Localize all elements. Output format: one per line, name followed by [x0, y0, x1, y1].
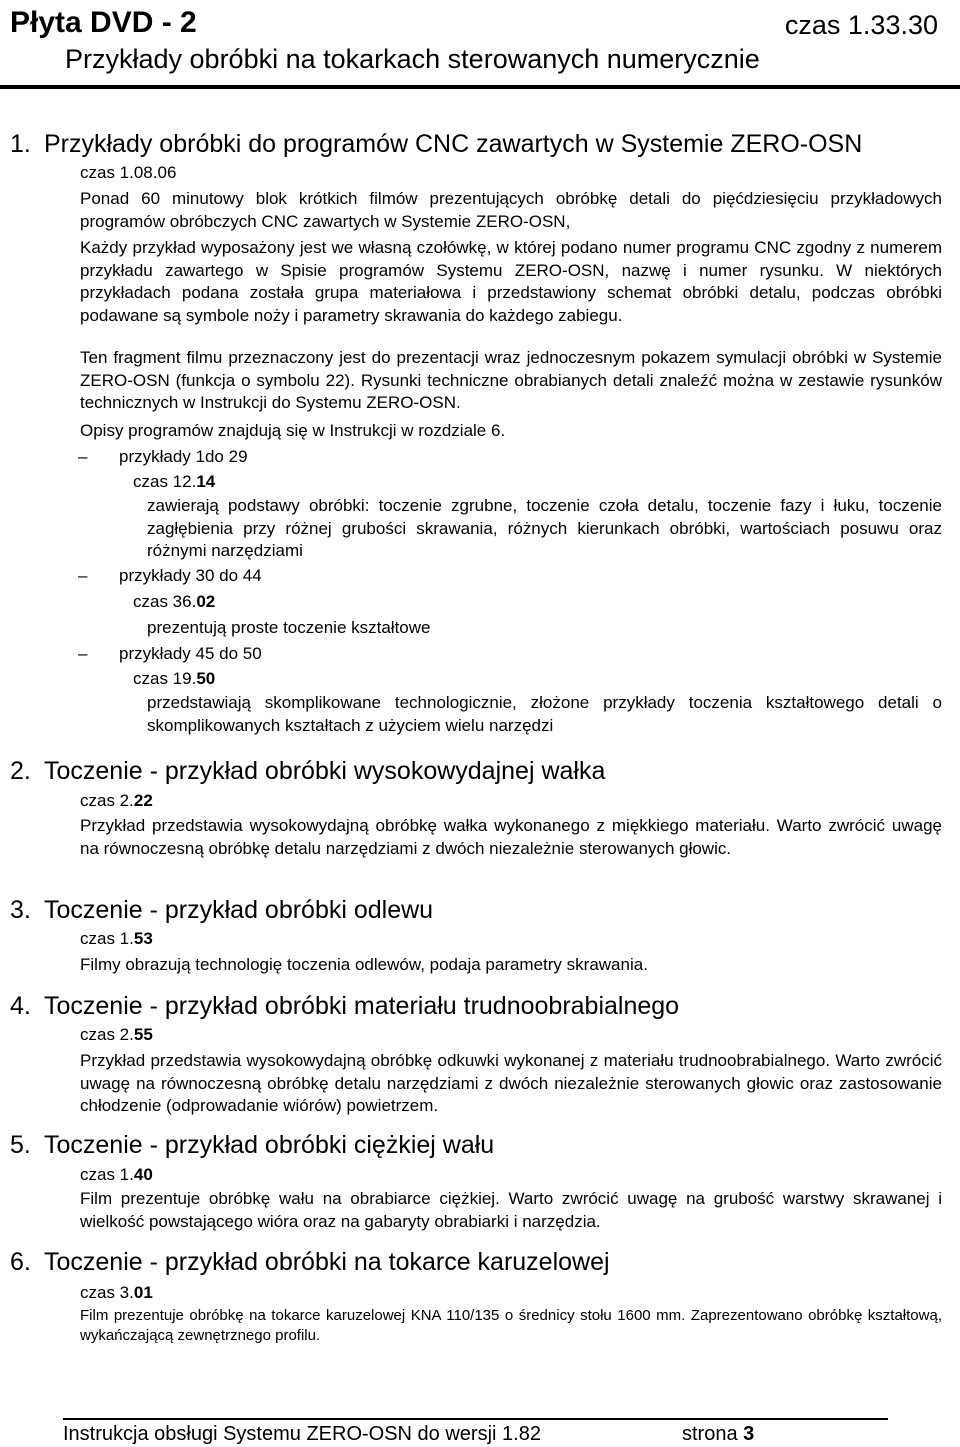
section-3-time-suffix: 53: [133, 929, 153, 948]
section-1-paragraph-1: Ponad 60 minutowy blok krótkich filmów prezentujących obróbkę detali do pięćdziesięciu przykładowych programów obróbczych CNC zawartych w Systemie ZERO-OSN,: [80, 189, 942, 231]
section-6-number: 6.: [10, 1248, 31, 1276]
section-1-title: Przykłady obróbki do programów CNC zawartych w Systemie ZERO-OSN: [44, 130, 863, 158]
list-item-time-prefix: czas 12.: [133, 472, 197, 491]
section-4-title: Toczenie - przykład obróbki materiału trudnoobrabialnego: [44, 992, 680, 1020]
footer-rule: [63, 1418, 888, 1420]
document-title: Płyta DVD - 2: [10, 6, 197, 39]
section-4-heading: [10, 992, 679, 1021]
section-6-title: Toczenie - przykład obróbki na tokarce karuzelowej: [44, 1248, 610, 1276]
section-3-time-prefix: czas 1.: [80, 929, 134, 948]
section-2-time-prefix: czas 2.: [80, 791, 134, 810]
list-dash: –: [78, 644, 88, 663]
list-item-label: przykłady 45 do 50: [119, 644, 262, 663]
section-4-number: 4.: [10, 992, 31, 1020]
section-3-time: [80, 929, 153, 949]
page-number: 3: [743, 1423, 755, 1445]
section-5-time-suffix: 40: [133, 1165, 153, 1184]
list-item-time: [133, 669, 215, 689]
section-2-title: Toczenie - przykład obróbki wysokowydajnej wałka: [44, 757, 606, 785]
section-5-title: Toczenie - przykład obróbki ciężkiej wału: [44, 1131, 495, 1159]
section-5-heading: [10, 1131, 494, 1160]
section-1-paragraph-2: Każdy przykład wyposażony jest we własną czołówkę, w której podano numer programu CNC zgodny z numerem przykładu zawartego w Spisie programów Systemu ZERO-OSN, nazwę i numer rysunku. W niektórych przykładach podana została grupa materiałowa i przedstawiony schemat obróbki detalu, podczas obróbki podawane są symbole noży i parametry skrawania do każdego zabiegu.: [80, 238, 942, 325]
section-5-text: Film prezentuje obróbkę wału na obrabiarce ciężkiej. Warto zwrócić uwagę na grubość warstwy skrawanej i wielkość powstającego wióra oraz na gabaryty obrabiarki i narzędzia.: [80, 1189, 942, 1231]
list-dash: –: [78, 447, 88, 466]
list-item-time-prefix: czas 19.: [133, 669, 197, 688]
section-3-heading: [10, 896, 433, 925]
section-2-time-suffix: 22: [133, 791, 153, 810]
list-item-time-suffix: 02: [196, 592, 216, 611]
section-3-title: Toczenie - przykład obróbki odlewu: [44, 896, 434, 924]
section-2-text: Przykład przedstawia wysokowydajną obróbkę wałka wykonanego z miękkiego materiału. Warto zwrócić uwagę na równoczesną obróbkę detalu narzędziami z dwóch niezależnie sterowanych głowic.: [80, 816, 942, 858]
section-5-time-prefix: czas 1.: [80, 1165, 134, 1184]
section-4-text: Przykład przedstawia wysokowydajną obróbkę odkuwki wykonanej z materiału trudnoobrabialnego. Warto zwrócić uwagę na równoczesną obróbkę detalu narzędziami z dwóch niezależnie sterowanych głowic oraz zastosowanie chłodzenie (odprowadanie wiórów) powietrzem.: [80, 1051, 942, 1115]
header-rule: [0, 85, 960, 89]
section-6-time: [80, 1283, 153, 1303]
list-item-time-suffix: 50: [196, 669, 216, 688]
footer-page-indicator: [682, 1423, 754, 1446]
section-6-text: Film prezentuje obróbkę na tokarce karuzelowej KNA 110/135 o średnicy stołu 1600 mm. Zaprezentowano obróbkę kształtową, wykańczającą zewnętrznego profilu.: [80, 1307, 942, 1344]
section-5-time: [80, 1165, 153, 1185]
section-5-number: 5.: [10, 1131, 31, 1159]
section-4-time-prefix: czas 2.: [80, 1025, 134, 1044]
list-item-time-prefix: czas 36.: [133, 592, 197, 611]
list-item-description: prezentują proste toczenie kształtowe: [147, 618, 431, 637]
total-time: czas 1.33.30: [784, 10, 938, 40]
list-item-time-suffix: 14: [196, 472, 216, 491]
page-label: strona: [682, 1423, 738, 1445]
section-1-number: 1.: [10, 130, 31, 158]
section-6-heading: [10, 1248, 610, 1277]
list-item-label: przykłady 1do 29: [119, 447, 248, 466]
section-2-time: [80, 791, 153, 811]
list-item-time: [133, 472, 215, 492]
section-1-heading: [10, 130, 862, 159]
section-6-time-prefix: czas 3.: [80, 1283, 134, 1302]
section-2-heading: [10, 757, 605, 786]
section-1-paragraph-4: Opisy programów znajdują się w Instrukcji w rozdziale 6.: [80, 421, 506, 440]
list-item-description: zawierają podstawy obróbki: toczenie zgrubne, toczenie czoła detalu, toczenie fazy i łuku, toczenie zagłębienia przy różnej grubości skrawania, różnych kierunkach obróbki, wartościach posuwu oraz różnymi narzędziami: [147, 496, 942, 560]
section-6-time-suffix: 01: [133, 1283, 153, 1302]
list-item-time: [133, 592, 215, 612]
list-dash: –: [78, 566, 88, 585]
section-3-number: 3.: [10, 896, 31, 924]
document-subtitle: Przykłady obróbki na tokarkach sterowanych numerycznie: [65, 44, 760, 74]
section-2-number: 2.: [10, 757, 31, 785]
footer-manual-title: Instrukcja obsługi Systemu ZERO-OSN do wersji 1.82: [63, 1423, 541, 1445]
section-1-paragraph-3: Ten fragment filmu przeznaczony jest do prezentacji wraz jednoczesnym pokazem symulacji obróbki w Systemie ZERO-OSN (funkcja o symbolu 22). Rysunki techniczne obrabianych detali znaleźć można w zestawie rysunków technicznych w Instrukcji do Systemu ZERO-OSN.: [80, 348, 942, 412]
section-4-time-suffix: 55: [133, 1025, 153, 1044]
list-item-label: przykłady 30 do 44: [119, 566, 262, 585]
section-3-text: Filmy obrazują technologię toczenia odlewów, podaja parametry skrawania.: [80, 955, 648, 974]
section-1-time: czas 1.08.06: [80, 163, 177, 182]
section-4-time: [80, 1025, 153, 1045]
list-item-description: przedstawiają skomplikowane technologicznie, złożone przykłady toczenia kształtowego detali o skomplikowanych kształtach z użyciem wielu narzędzi: [147, 693, 942, 735]
